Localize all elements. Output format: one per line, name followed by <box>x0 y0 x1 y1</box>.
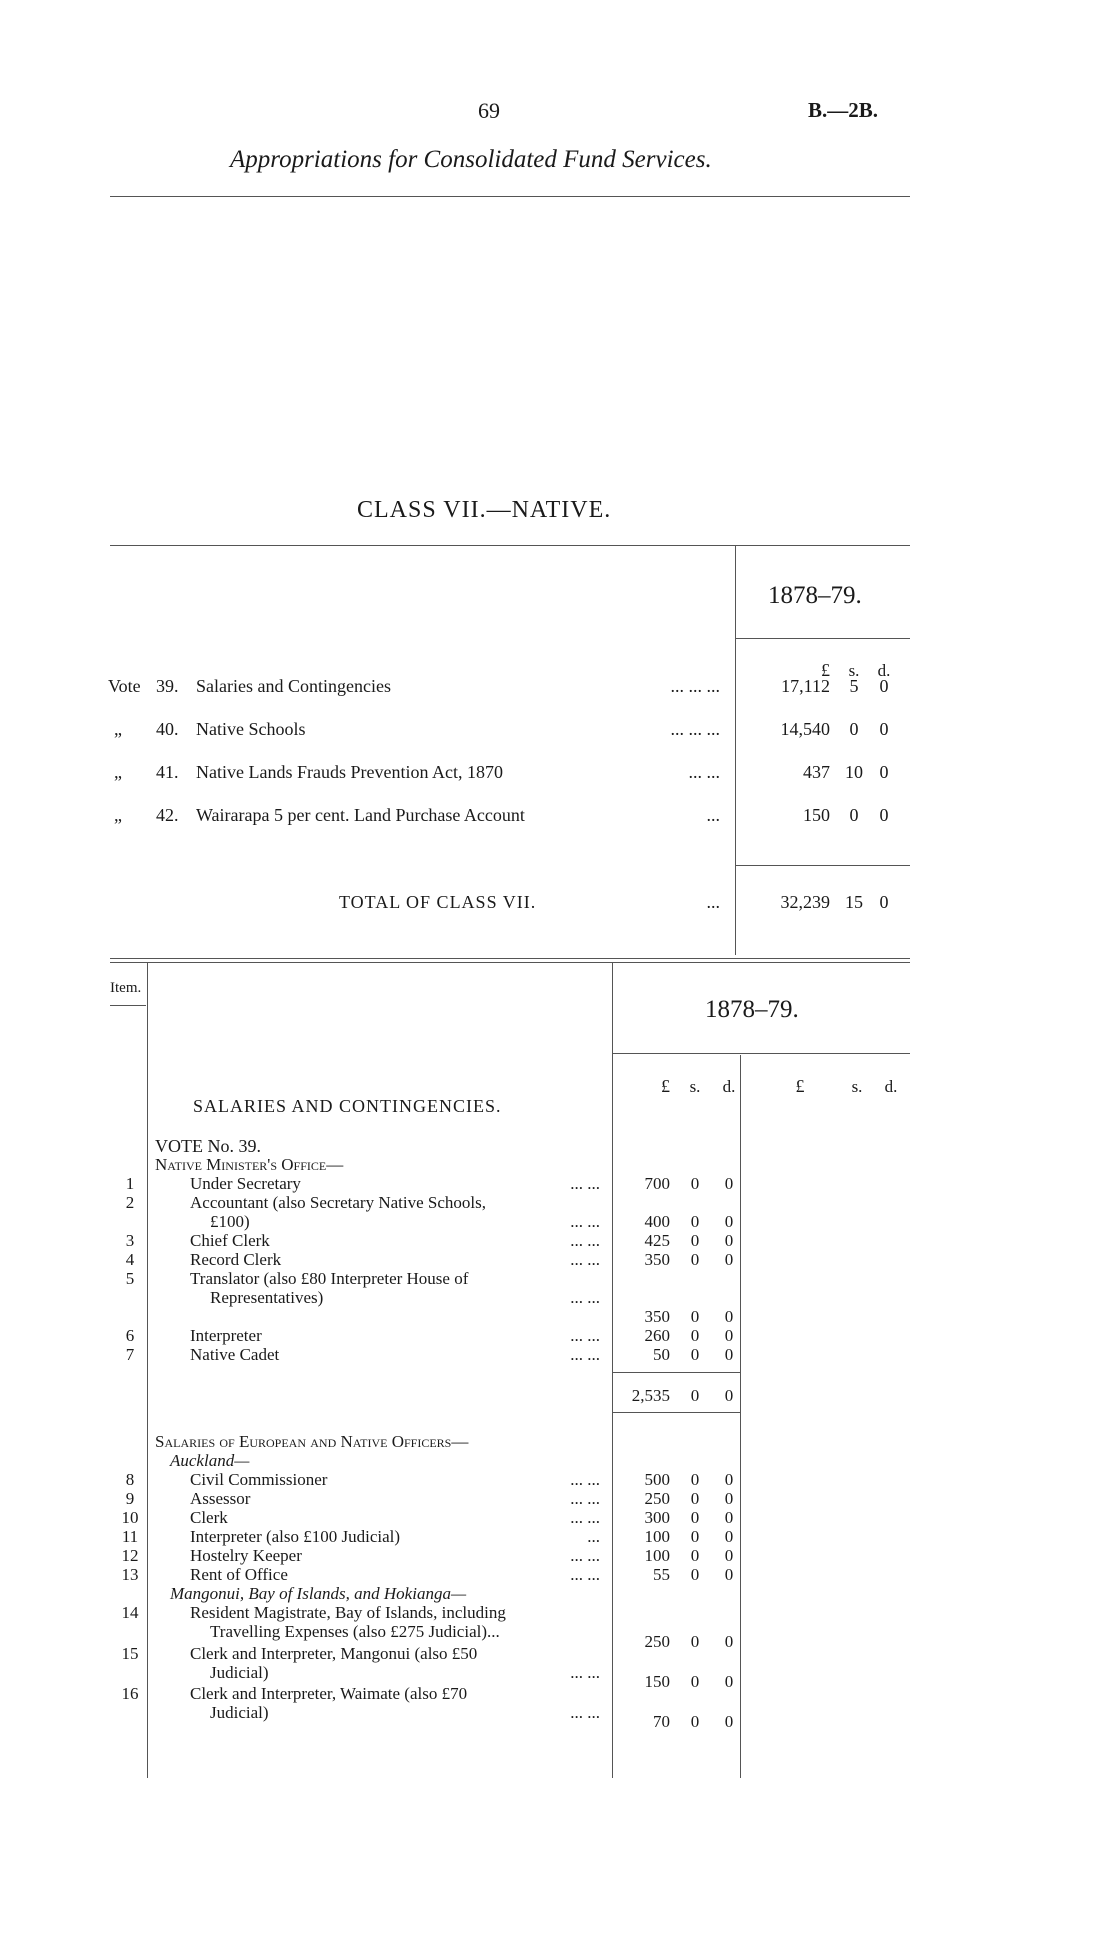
item-shillings: 0 <box>690 1489 700 1508</box>
vote-prefix: „ <box>114 762 122 782</box>
vote-pounds: 17,112 <box>781 676 830 696</box>
item-pence: 0 <box>724 1231 734 1250</box>
office-subtotal-pounds: 2,535 <box>631 1386 670 1405</box>
item-description-continued: £100) <box>210 1212 250 1231</box>
vote-name: Native Schools <box>196 719 306 739</box>
item-pence: 0 <box>724 1565 734 1584</box>
item-description: Native Cadet <box>190 1345 280 1364</box>
item-number: 14 <box>121 1603 139 1622</box>
leader-dots: ... ... <box>570 1508 600 1527</box>
office-subtotal-shillings: 0 <box>690 1386 700 1405</box>
item-pounds: 70 <box>653 1712 670 1731</box>
item-pence: 0 <box>724 1508 734 1527</box>
leader-dots: ... ... <box>688 762 720 782</box>
item-column-header: Item. <box>110 980 142 996</box>
vote-pence: 0 <box>879 762 889 782</box>
item-description: Clerk <box>190 1508 228 1527</box>
item-number: 10 <box>121 1508 139 1527</box>
second-amount-divider <box>740 1055 741 1778</box>
item-pounds: 100 <box>644 1546 670 1565</box>
vote-number: 41. <box>156 762 179 782</box>
item-pence: 0 <box>724 1672 734 1691</box>
item-pence: 0 <box>724 1174 734 1193</box>
item-description: Assessor <box>190 1489 251 1508</box>
item-shillings: 0 <box>690 1712 700 1731</box>
vote-number: 39. <box>156 676 179 696</box>
class-title: CLASS VII.—NATIVE. <box>357 497 612 523</box>
leader-dots: ... ... <box>570 1288 600 1307</box>
detail-shilling-header: s. <box>689 1077 701 1096</box>
item-shillings: 0 <box>690 1546 700 1565</box>
item-number: 1 <box>125 1174 135 1193</box>
item-number: 6 <box>125 1326 135 1345</box>
class-pound-header: £ <box>821 660 830 680</box>
leader-dots: ... ... <box>570 1489 600 1508</box>
detail-pence-header-2: d. <box>884 1077 898 1096</box>
item-pounds: 350 <box>644 1250 670 1269</box>
auckland-heading: Auckland— <box>170 1451 250 1470</box>
leader-dots: ... <box>706 892 720 912</box>
item-shillings: 0 <box>690 1672 700 1691</box>
item-shillings: 0 <box>690 1250 700 1269</box>
item-description: Hostelry Keeper <box>190 1546 302 1565</box>
subtotal-bottom-rule <box>613 1412 740 1413</box>
item-shillings: 0 <box>690 1326 700 1345</box>
item-description: Interpreter (also £100 Judicial) <box>190 1527 401 1546</box>
item-shillings: 0 <box>690 1345 700 1364</box>
item-pence: 0 <box>724 1470 734 1489</box>
vote-name: Native Lands Frauds Prevention Act, 1870 <box>196 762 503 782</box>
detail-pound-header-2: £ <box>795 1076 805 1096</box>
vote-pence: 0 <box>879 676 889 696</box>
class-year-rule <box>736 638 910 639</box>
leader-dots: ... ... <box>570 1212 600 1231</box>
item-pounds: 150 <box>644 1672 670 1691</box>
item-pounds: 425 <box>644 1231 670 1250</box>
item-pounds: 700 <box>644 1174 670 1193</box>
leader-dots: ... ... <box>570 1174 600 1193</box>
item-shillings: 0 <box>690 1307 700 1326</box>
item-number: 16 <box>121 1684 139 1703</box>
item-shillings: 0 <box>690 1470 700 1489</box>
item-number: 8 <box>125 1470 135 1489</box>
vote-number: 40. <box>156 719 179 739</box>
subtotal-rule <box>613 1372 740 1373</box>
detail-pound-header: £ <box>661 1076 670 1096</box>
vote-shillings: 10 <box>845 762 863 782</box>
item-description: Under Secretary <box>190 1174 301 1193</box>
item-number: 13 <box>121 1565 139 1584</box>
vote-pence: 0 <box>879 805 889 825</box>
detail-year-rule <box>613 1053 910 1054</box>
vote-prefix: „ <box>114 719 122 739</box>
vote-pounds: 150 <box>803 805 830 825</box>
vote-shillings: 0 <box>849 719 859 739</box>
amount-column-divider <box>612 963 613 1778</box>
item-pounds: 500 <box>644 1470 670 1489</box>
item-description: Rent of Office <box>190 1565 288 1584</box>
running-title: Appropriations for Consolidated Fund Services. <box>230 146 712 173</box>
item-pounds: 250 <box>644 1489 670 1508</box>
item-pounds: 350 <box>644 1307 670 1326</box>
vote-shillings: 5 <box>849 676 859 696</box>
item-pence: 0 <box>724 1212 734 1231</box>
office-heading: Native Minister's Office— <box>155 1155 344 1174</box>
item-pence: 0 <box>724 1307 734 1326</box>
item-number: 4 <box>125 1250 135 1269</box>
item-shillings: 0 <box>690 1527 700 1546</box>
class-total-rule <box>736 865 910 866</box>
leader-dots: ... ... <box>570 1250 600 1269</box>
class-column-divider <box>735 545 736 955</box>
detail-year: 1878–79. <box>705 996 799 1023</box>
leader-dots: ... ... ... <box>670 676 720 696</box>
item-pence: 0 <box>724 1345 734 1364</box>
leader-dots: ... ... ... <box>670 719 720 739</box>
vote-shillings: 0 <box>849 805 859 825</box>
officers-heading: Salaries of European and Native Officers— <box>155 1432 469 1451</box>
item-pounds: 250 <box>644 1632 670 1651</box>
class-total-label: TOTAL OF CLASS VII. <box>339 892 537 912</box>
item-pounds: 400 <box>644 1212 670 1231</box>
item-pence: 0 <box>724 1546 734 1565</box>
item-number: 3 <box>125 1231 135 1250</box>
item-description: Translator (also £80 Interpreter House of <box>190 1269 469 1288</box>
item-header-rule <box>110 1005 146 1006</box>
item-pounds: 100 <box>644 1527 670 1546</box>
detail-pence-header: d. <box>722 1077 736 1096</box>
leader-dots: ... ... <box>570 1565 600 1584</box>
page-number: 69 <box>478 98 500 123</box>
item-description: Interpreter <box>190 1326 262 1345</box>
item-shillings: 0 <box>690 1231 700 1250</box>
item-description: Clerk and Interpreter, Waimate (also £70 <box>190 1684 468 1703</box>
detail-top-rule-double <box>110 962 910 963</box>
item-shillings: 0 <box>690 1565 700 1584</box>
header-rule <box>110 196 910 197</box>
item-number: 9 <box>125 1489 135 1508</box>
item-number: 12 <box>121 1546 139 1565</box>
item-description: Clerk and Interpreter, Mangonui (also £50 <box>190 1644 478 1663</box>
vote-pounds: 437 <box>803 762 830 782</box>
vote-prefix: „ <box>114 805 122 825</box>
item-description: Accountant (also Secretary Native Schools, <box>190 1193 486 1212</box>
vote-name: Wairarapa 5 per cent. Land Purchase Account <box>196 805 525 825</box>
vote-prefix: Vote <box>108 676 141 696</box>
leader-dots: ... ... <box>570 1663 600 1682</box>
salaries-heading: SALARIES AND CONTINGENCIES. <box>193 1096 502 1116</box>
item-description-continued: Judicial) <box>210 1703 269 1722</box>
item-number: 2 <box>125 1193 135 1212</box>
item-description-continued: Judicial) <box>210 1663 269 1682</box>
class-total-shillings: 15 <box>845 892 863 912</box>
vote-label: VOTE No. 39. <box>155 1136 261 1156</box>
item-pence: 0 <box>724 1527 734 1546</box>
item-number: 5 <box>125 1269 135 1288</box>
item-number: 11 <box>121 1527 139 1546</box>
item-pounds: 260 <box>644 1326 670 1345</box>
vote-pounds: 14,540 <box>780 719 830 739</box>
mangonui-heading: Mangonui, Bay of Islands, and Hokianga— <box>170 1584 467 1603</box>
item-description: Resident Magistrate, Bay of Islands, including <box>190 1603 506 1622</box>
item-shillings: 0 <box>690 1212 700 1231</box>
class-total-pounds: 32,239 <box>780 892 830 912</box>
item-pence: 0 <box>724 1489 734 1508</box>
item-description: Chief Clerk <box>190 1231 270 1250</box>
class-total-pence: 0 <box>879 892 889 912</box>
item-pounds: 300 <box>644 1508 670 1527</box>
leader-dots: ... ... <box>570 1703 600 1722</box>
item-shillings: 0 <box>690 1508 700 1527</box>
leader-dots: ... <box>587 1527 600 1546</box>
item-shillings: 0 <box>690 1174 700 1193</box>
vote-number: 42. <box>156 805 179 825</box>
class-year: 1878–79. <box>768 582 862 609</box>
leader-dots: ... ... <box>570 1345 600 1364</box>
detail-top-rule <box>110 958 910 959</box>
leader-dots: ... ... <box>570 1326 600 1345</box>
detail-shilling-header-2: s. <box>851 1077 863 1096</box>
class-pence-header: d. <box>877 661 891 680</box>
document-reference: B.—2B. <box>808 98 879 122</box>
item-description: Record Clerk <box>190 1250 282 1269</box>
item-description: Civil Commissioner <box>190 1470 328 1489</box>
item-description-continued: Travelling Expenses (also £275 Judicial)... <box>210 1622 500 1641</box>
item-pence: 0 <box>724 1632 734 1651</box>
item-pence: 0 <box>724 1250 734 1269</box>
vote-name: Salaries and Contingencies <box>196 676 391 696</box>
office-subtotal-pence: 0 <box>724 1386 734 1405</box>
item-column-divider <box>147 963 148 1778</box>
item-number: 15 <box>121 1644 139 1663</box>
item-pounds: 50 <box>653 1345 670 1364</box>
leader-dots: ... <box>706 805 720 825</box>
item-shillings: 0 <box>690 1632 700 1651</box>
class-top-rule <box>110 545 910 546</box>
vote-pence: 0 <box>879 719 889 739</box>
item-pence: 0 <box>724 1326 734 1345</box>
leader-dots: ... ... <box>570 1546 600 1565</box>
class-shilling-header: s. <box>848 661 860 680</box>
item-number: 7 <box>125 1345 135 1364</box>
leader-dots: ... ... <box>570 1470 600 1489</box>
item-pence: 0 <box>724 1712 734 1731</box>
item-description-continued: Representatives) <box>210 1288 324 1307</box>
leader-dots: ... ... <box>570 1231 600 1250</box>
item-pounds: 55 <box>653 1565 670 1584</box>
